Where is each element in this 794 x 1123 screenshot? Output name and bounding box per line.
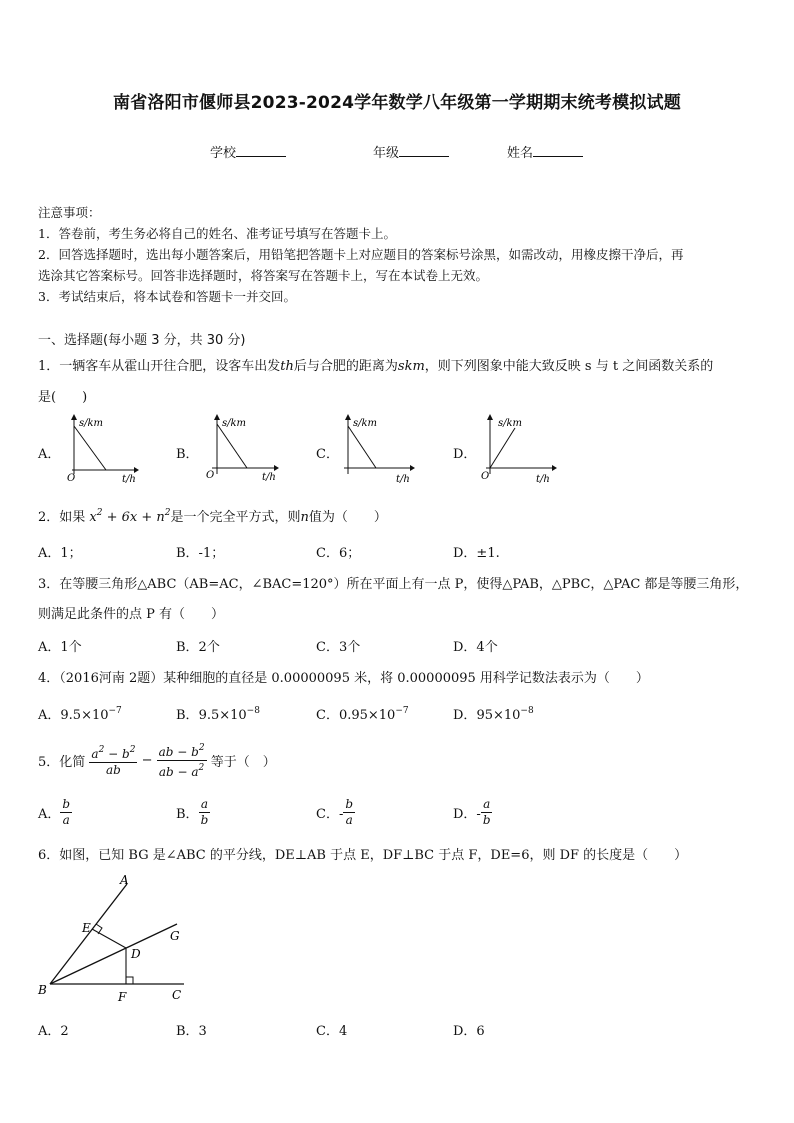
label-f: F <box>118 990 127 1004</box>
page-title: 南省洛阳市偃师县2023-2024学年数学八年级第一学期期末统考模拟试题 <box>113 93 681 113</box>
graph-origin: O <box>206 470 215 481</box>
graph-ylabel: s/km <box>498 418 523 429</box>
graph-xlabel: t/h <box>122 474 136 484</box>
name-field <box>507 142 583 161</box>
q5-option-b[interactable]: B． $\frac{a}{b}$ <box>176 797 209 827</box>
school-field <box>210 142 286 161</box>
q2-expression: $x^2 + 6x + n^2$ <box>85 508 171 525</box>
q1-option-d[interactable]: D． <box>453 447 477 462</box>
graph-ylabel: s/km <box>222 418 247 429</box>
notice-item: 3．考试结束后，将本试卷和答题卡一并交回。 <box>38 289 296 304</box>
question-5-text: 5．化简 $\frac{a^2 - b^2}{ab}$ − $\frac{ab - b^2}{ab - a^2}$ 等于（ ） <box>38 743 276 779</box>
graph-xlabel: t/h <box>396 474 410 484</box>
q3-option-b[interactable]: B．2个 <box>176 640 220 655</box>
question-2-text: 2．如果 $x^2 + 6x + n^2$是一个完全平方式，则n值为（ ） <box>38 508 387 525</box>
q2-option-b[interactable]: B．-1； <box>176 546 225 561</box>
section-title: 一、选择题(每小题 3 分，共 30 分) <box>38 333 246 348</box>
q4-option-a[interactable]: A．$9.5\times 10^{-7}$ <box>38 706 122 723</box>
var-t: th <box>280 359 294 374</box>
school-blank <box>236 144 286 157</box>
q5-option-a[interactable]: A． $\frac{b}{a}$ <box>38 797 71 827</box>
var-s: skm <box>397 359 425 374</box>
q1-graph-d <box>478 412 558 484</box>
q1-graph-a <box>60 412 140 484</box>
notice-heading: 注意事项： <box>38 205 101 220</box>
graph-xlabel: t/h <box>262 472 276 483</box>
q6-angle-figure <box>34 868 194 1008</box>
label-d: D <box>131 947 141 961</box>
school-label: 学校 <box>210 146 237 161</box>
q1-option-b[interactable]: B． <box>176 447 199 462</box>
q6-option-b[interactable]: B．3 <box>176 1024 207 1039</box>
q1-graph-c <box>336 412 416 484</box>
q5-fraction-1: $\frac{a^2 - b^2}{ab}$ <box>91 745 136 777</box>
question-3-line2: 则满足此条件的点 P 有（ ） <box>38 607 225 622</box>
q1-option-c[interactable]: C． <box>316 447 339 462</box>
notice-item: 选涂其它答案标号。回答非选择题时，将答案写在答题卡上，写在本试卷上无效。 <box>38 268 489 283</box>
question-1-line2: 是( ) <box>38 390 88 405</box>
question-1-text: 1．一辆客车从霍山开往合肥，设客车出发th后与合肥的距离为skm，则下列图象中能大致反映 s 与 t 之间函数关系的 <box>38 359 714 374</box>
q1-graph-b <box>200 412 280 484</box>
label-a: A <box>120 873 129 887</box>
q2-option-c[interactable]: C．6； <box>316 546 361 561</box>
q2-option-a[interactable]: A．1； <box>38 546 82 561</box>
q4-option-b[interactable]: B．$9.5\times 10^{-8}$ <box>176 706 260 723</box>
notice-item: 1．答卷前，考生务必将自己的姓名、准考证号填写在答题卡上。 <box>38 226 396 241</box>
label-g: G <box>170 929 180 943</box>
label-b: B <box>38 983 47 997</box>
q5-option-d[interactable]: D．- $\frac{a}{b}$ <box>453 797 491 827</box>
question-3-line1: 3．在等腰三角形△ABC（AB=AC，∠BAC=120°）所在平面上有一点 P，使得△PAB，△PBC，△PAC 都是等腰三角形， <box>38 577 749 592</box>
q2-option-d[interactable]: D．±1. <box>453 546 500 561</box>
label-c: C <box>172 988 182 1002</box>
q6-option-a[interactable]: A．2 <box>38 1024 69 1039</box>
q4-option-c[interactable]: C．$0.95\times 10^{-7}$ <box>316 706 409 723</box>
notice-item: 2．回答选择题时，选出每小题答案后，用铅笔把答题卡上对应题目的答案标号涂黑，如需改动，用橡皮擦干净后，再 <box>38 247 684 262</box>
graph-ylabel: s/km <box>353 418 378 429</box>
q5-fraction-2: $\frac{ab - b^2}{ab - a^2}$ <box>158 743 205 779</box>
question-6-text: 6．如图，已知 BG 是∠ABC 的平分线，DE⊥AB 于点 E，DF⊥BC 于点 F，DE=6，则 DF 的长度是（ ） <box>38 848 688 863</box>
grade-label: 年级 <box>373 146 400 161</box>
q6-option-c[interactable]: C．4 <box>316 1024 348 1039</box>
graph-ylabel: s/km <box>79 418 104 429</box>
q6-option-d[interactable]: D．6 <box>453 1024 485 1039</box>
q3-option-c[interactable]: C．3个 <box>316 640 361 655</box>
grade-field <box>373 142 449 161</box>
q5-option-c[interactable]: C．- $\frac{b}{a}$ <box>316 797 354 827</box>
name-blank <box>533 144 583 157</box>
graph-origin: O <box>67 473 76 484</box>
question-4-text: 4．（2016河南 2题）某种细胞的直径是 0.00000095 米，将 0.00000095 用科学记数法表示为（ ） <box>38 671 649 686</box>
q3-option-d[interactable]: D．4个 <box>453 640 498 655</box>
q3-option-a[interactable]: A．1个 <box>38 640 82 655</box>
var-n: n <box>300 510 309 525</box>
graph-origin: O <box>481 471 490 482</box>
label-e: E <box>82 921 91 935</box>
name-label: 姓名 <box>507 146 534 161</box>
q4-option-d[interactable]: D．$95\times 10^{-8}$ <box>453 706 534 723</box>
graph-xlabel: t/h <box>536 474 550 484</box>
q1-option-a[interactable]: A． <box>38 447 61 462</box>
grade-blank <box>399 144 449 157</box>
